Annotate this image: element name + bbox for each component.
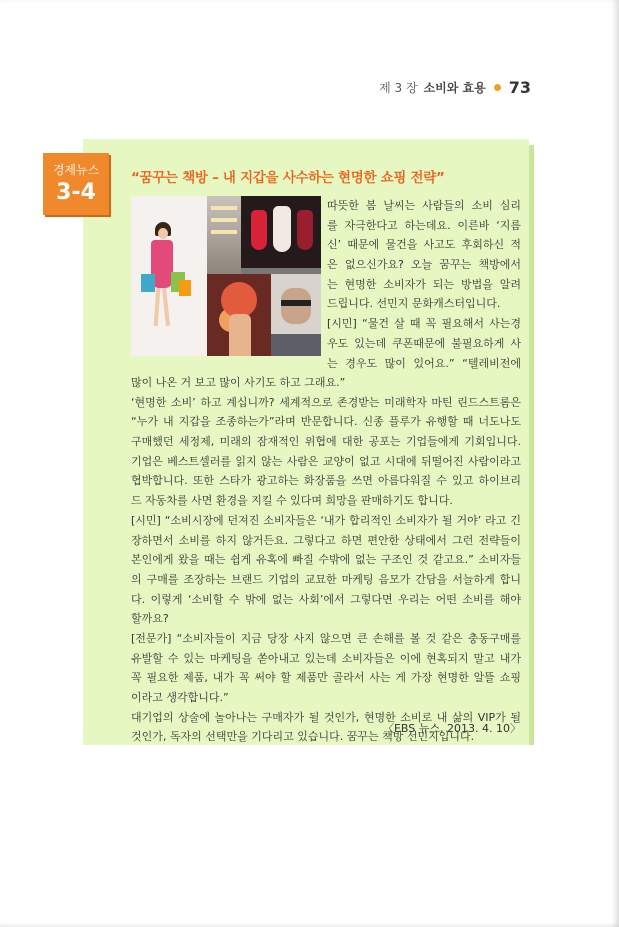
article-source: 〈EBS 뉴스, 2013. 4. 10〉 [382, 722, 521, 735]
page-header [379, 78, 531, 97]
text-line: [전문가] “소비자들이 지금 당장 사지 않으면 큰 손해를 볼 것 같은 충동구매를 [131, 631, 521, 645]
shop-window-photo [207, 274, 271, 356]
text-line: 구매했던 세정제, 미래의 잠재적인 위협에 대한 공포는 기업들에게 기회입니다. [131, 435, 521, 449]
text-line: ‘현명한 소비’ 하고 계십니까? 세계적으로 존경받는 미래학자 마틴 린드스트롬은 [131, 395, 521, 409]
text-line: [시민] “소비시장에 던져진 소비자들은 ‘내가 합리적인 소비자가 될 거야’ 라고 긴 [131, 513, 521, 527]
badge-number: 3-4 [56, 180, 96, 205]
mall-photo [207, 196, 241, 274]
text-line: 많이 나온 거 보고 많이 사기도 하고 그래요.” [131, 376, 346, 389]
shopping-collage-image [131, 196, 321, 356]
text-line: 를 자극한다고 하는데요. 이른바 ‘지름 [327, 218, 521, 232]
text-line: 꼭 필요한 제품, 내가 꼭 써야 할 제품만 골라서 사는 게 가장 현명한 알뜰 쇼핑 [131, 671, 521, 685]
text-line: 우도 있는데 쿠폰때문에 불필요하게 사 [327, 336, 521, 350]
text-line: 할까요? [131, 612, 169, 626]
text-line: 신’ 때문에 물건을 사고도 후회하신 적 [327, 238, 521, 252]
text-line: 유발할 수 있는 마케팅을 쏟아내고 있는데 소비자들은 이에 현혹되지 말고 내가 [131, 651, 521, 665]
page-number: 73 [508, 78, 531, 97]
text-line: 의 구매를 조장하는 브랜드 기업의 교묘한 마케팅 음모가 간담을 서늘하게 합니 [131, 572, 521, 586]
text-line: 는 경우도 많이 있어요.” “텔레비전에 [327, 356, 521, 370]
news-badge [43, 153, 109, 215]
text-line: 본인에게 왔을 때는 쉽게 유혹에 빠질 수밖에 없는 구조인 것 같고요.” 소비자들 [131, 553, 521, 567]
text-line: [시민] “물건 살 때 꼭 필요해서 사는경 [327, 317, 521, 331]
text-line: 것인가, 독자의 선택만을 기다리고 있습니다. 꿈꾸는 책방 선민지입니다. [131, 730, 475, 744]
text-line: 는 현명한 소비자가 되는 방법을 알려 [327, 277, 521, 291]
text-line: 협박합니다. 또한 스타가 광고하는 화장품을 쓰면 아름다워질 수 있고 하이브리 [131, 474, 521, 488]
badge-label: 경제뉴스 [52, 163, 100, 177]
article-body [131, 373, 521, 747]
text-line: 다. 이렇게 ‘소비할 수 밖에 없는 사회’에서 그렇다면 우리는 어떤 소비를 해야 [131, 592, 521, 606]
chapter-label: 제 3 장 [379, 81, 418, 95]
text-line: 장하면서 소비를 하지 않거든요. 그렇다고 하면 편안한 상태에서 그런 전략들이 [131, 533, 521, 547]
shopper-illustration [131, 196, 207, 356]
poster-photo [271, 274, 321, 356]
text-line: 대기업의 상술에 놀아나는 구매자가 될 것인가, 현명한 소비로 내 삶의 VIP가 될 [131, 710, 521, 724]
text-line: 따뜻한 봄 날씨는 사람들의 소비 심리 [327, 199, 521, 212]
text-line: “누가 내 지갑을 조종하는가”라며 반문합니다. 신종 플루가 유행할 때 너도나도 [131, 415, 521, 429]
article-title: “꿈꾸는 책방 – 내 지갑을 사수하는 현명한 쇼핑 전략” [131, 170, 445, 186]
bullet-dot-icon [494, 84, 501, 91]
text-line: 은 없으신가요? 오늘 꿈꾸는 책방에서 [327, 258, 521, 272]
mannequin-photo [241, 196, 321, 274]
box-shadow [529, 145, 534, 745]
text-line: 드 자동차를 사면 환경을 지킬 수 있다며 희망을 판매하기도 합니다. [131, 494, 453, 508]
text-line: 이라고 생각합니다.” [131, 691, 229, 704]
text-line: 기업은 베스트셀러를 읽지 않는 사람은 교양이 없고 시대에 뒤떨어진 사람이라고 [131, 454, 521, 468]
section-title: 소비와 효용 [423, 81, 486, 95]
text-line: 드립니다. 선민지 문화캐스터입니다. [327, 297, 501, 311]
article-right-column [327, 196, 521, 373]
